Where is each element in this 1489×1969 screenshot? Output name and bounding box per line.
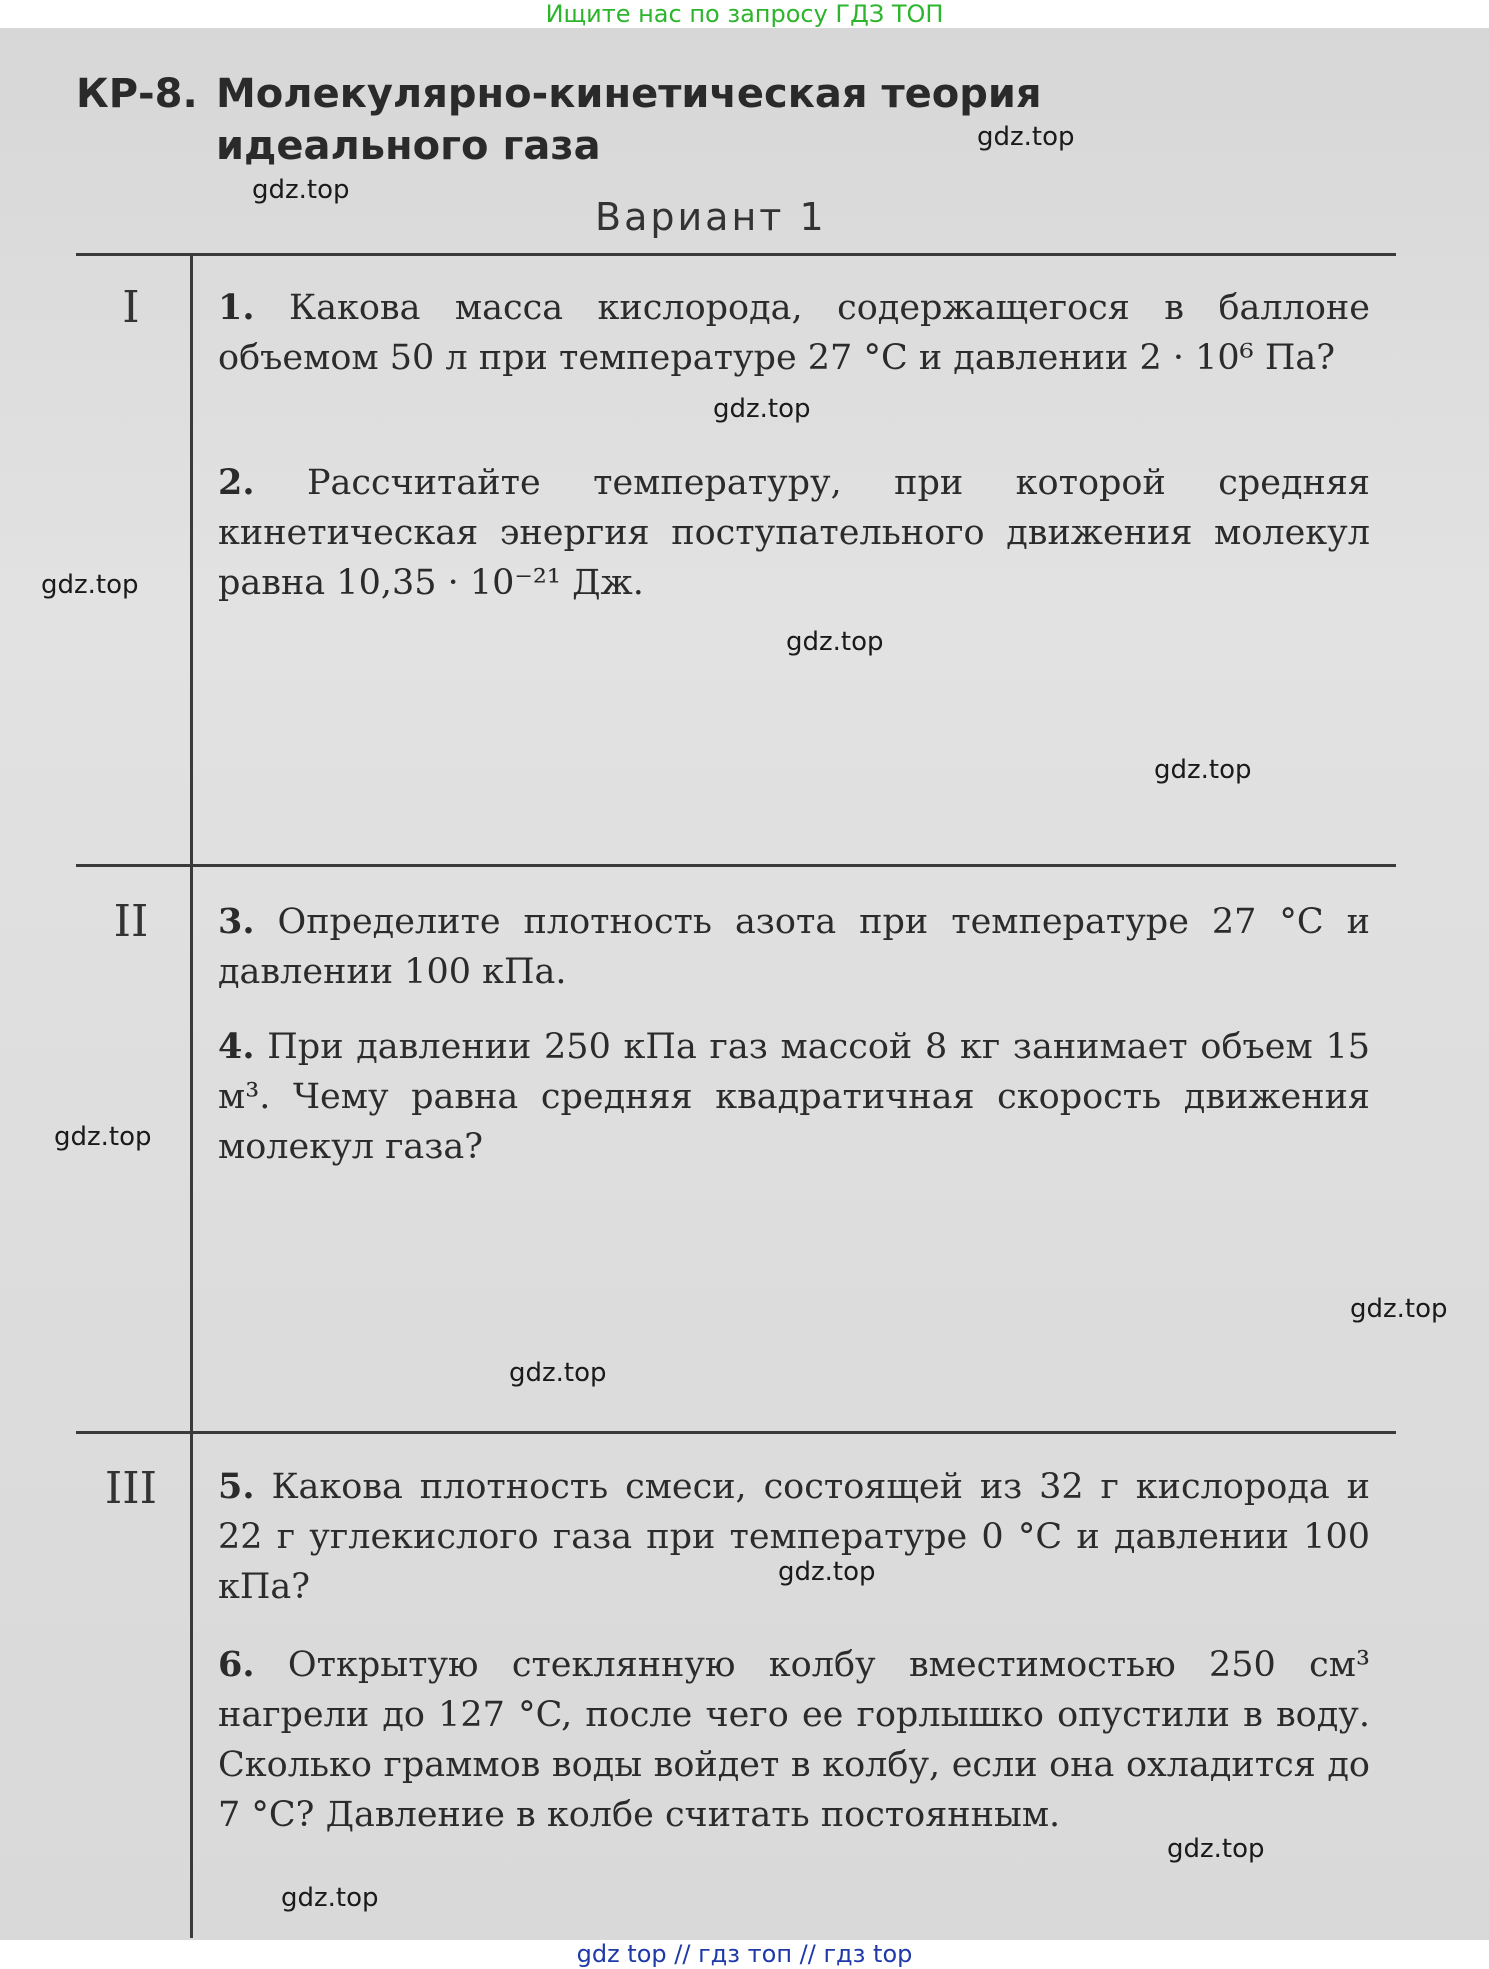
task-text: При давлении 250 кПа газ массой 8 кг занимает объем 15 м³. Чему равна средняя квадратичная скорость движения молекул газа? bbox=[218, 1027, 1370, 1167]
watermark: gdz.top bbox=[786, 627, 884, 657]
task-number: 3. bbox=[218, 901, 255, 942]
test-code: КР-8. bbox=[76, 71, 198, 117]
watermark: gdz.top bbox=[54, 1122, 152, 1152]
task-3 bbox=[218, 897, 1370, 997]
task-number: 2. bbox=[218, 462, 255, 503]
title-line-2: идеального газа bbox=[216, 123, 601, 169]
task-text: Определите плотность азота при температуре 27 °C и давлении 100 кПа. bbox=[218, 902, 1370, 992]
section-level-2: II bbox=[113, 896, 149, 947]
watermark: gdz.top bbox=[778, 1557, 876, 1587]
table-rule-2 bbox=[76, 1431, 1396, 1434]
variant-heading: Вариант 1 bbox=[595, 195, 827, 239]
watermark: gdz.top bbox=[41, 570, 139, 600]
task-number: 1. bbox=[218, 287, 255, 328]
watermark: gdz.top bbox=[509, 1358, 607, 1388]
watermark: gdz.top bbox=[977, 122, 1075, 152]
task-text: Какова плотность смеси, состоящей из 32 г кислорода и 22 г углекислого газа при температуре 0 °C и давлении 100 кПа? bbox=[218, 1467, 1370, 1607]
top-banner[interactable]: Ищите нас по запросу ГДЗ ТОП bbox=[0, 0, 1489, 28]
task-number: 4. bbox=[218, 1026, 255, 1067]
watermark: gdz.top bbox=[1167, 1834, 1265, 1864]
task-2 bbox=[218, 458, 1370, 608]
watermark: gdz.top bbox=[713, 394, 811, 424]
task-text: Какова масса кислорода, содержащегося в баллоне объемом 50 л при температуре 27 °C и давлении 2 · 10⁶ Па? bbox=[218, 288, 1370, 378]
page-title bbox=[76, 68, 1042, 172]
bottom-banner[interactable]: gdz top // гдз топ // гдз top bbox=[0, 1940, 1489, 1969]
watermark: gdz.top bbox=[281, 1883, 379, 1913]
task-4 bbox=[218, 1022, 1370, 1172]
watermark: gdz.top bbox=[1154, 755, 1252, 785]
task-text: Рассчитайте температуру, при которой средняя кинетическая энергия поступательного движения молекул равна 10,35 · 10⁻²¹ Дж. bbox=[218, 463, 1370, 603]
table-rule-top bbox=[76, 253, 1396, 256]
table-column-divider bbox=[190, 256, 193, 1938]
task-text: Открытую стеклянную колбу вместимостью 250 см³ нагрели до 127 °C, после чего ее горлышко опустили в воду. Сколько граммов воды войдет в колбу, если она охладится до 7 °C? Давление в колбе считать постоянным. bbox=[218, 1645, 1370, 1835]
watermark: gdz.top bbox=[252, 175, 350, 205]
task-1 bbox=[218, 283, 1370, 383]
watermark: gdz.top bbox=[1350, 1294, 1448, 1324]
table-rule-1 bbox=[76, 864, 1396, 867]
title-line-1: Молекулярно-кинетическая теория bbox=[216, 71, 1042, 117]
task-number: 5. bbox=[218, 1466, 255, 1507]
task-6 bbox=[218, 1640, 1370, 1840]
section-level-3: III bbox=[104, 1463, 158, 1514]
task-number: 6. bbox=[218, 1644, 255, 1685]
section-level-1: I bbox=[122, 282, 140, 333]
task-5 bbox=[218, 1462, 1370, 1612]
